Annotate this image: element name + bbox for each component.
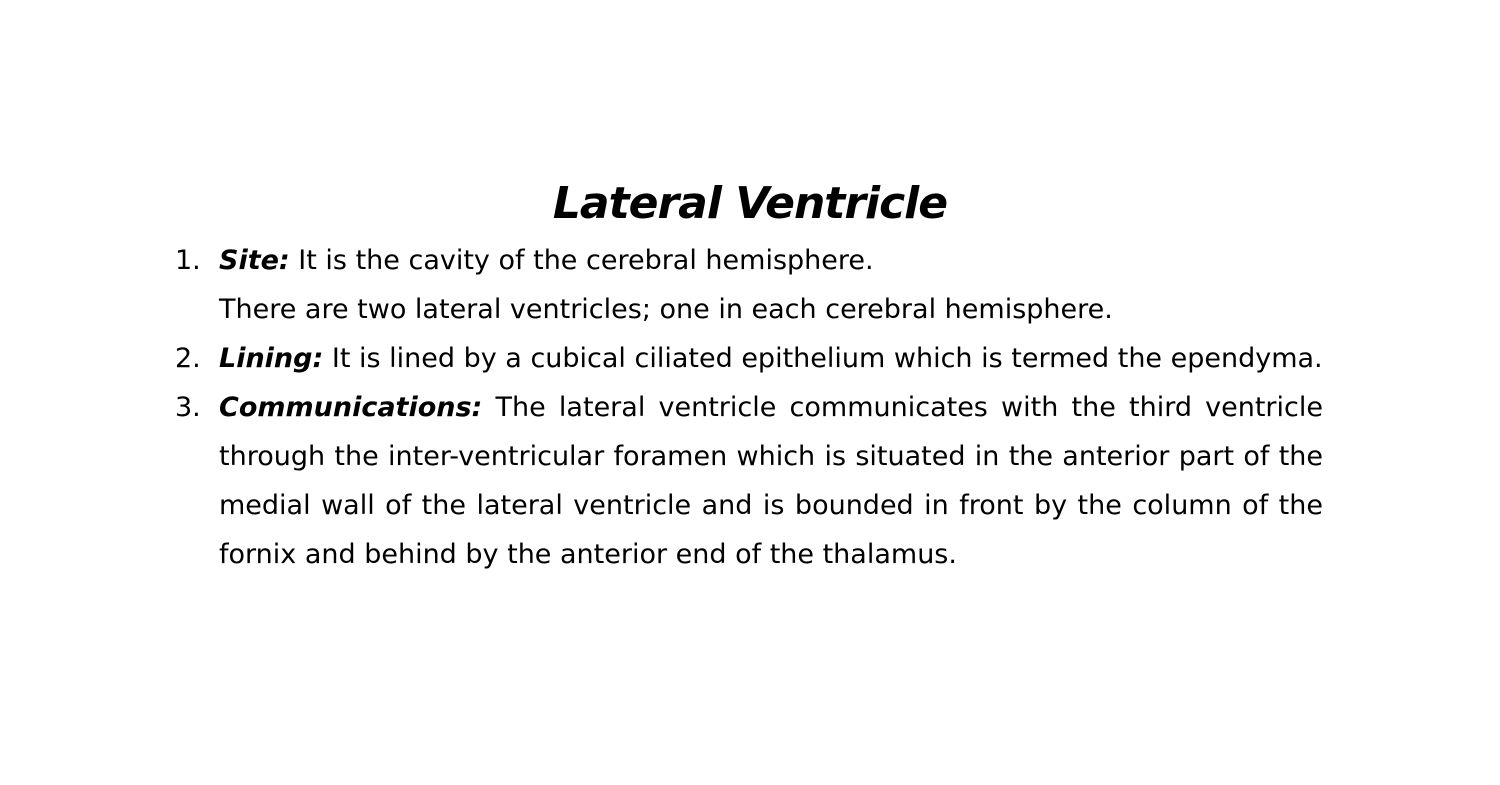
list-item-lining [175,334,1323,383]
page-title: Lateral Ventricle [552,178,948,229]
term-label: Site: [219,245,290,276]
list-number: 1. [175,245,201,276]
list-item-communications [175,383,1323,579]
list-item-text [219,334,1323,383]
list-item-text [219,236,1323,285]
item-body: The lateral ventricle communicates with the third ventricle through the inter-ventricular foramen which is situated in the anterior part of the medial wall of the lateral ventricle and is bounded in front by the column of the fornix and behind by the anterior end of the thalamus. [219,392,1323,570]
term-label: Communications: [219,392,483,423]
item-body: It is the cavity of the cerebral hemisphere. [289,245,874,276]
item-continuation: There are two lateral ventricles; one in each cerebral hemisphere. [219,294,1113,325]
term-label: Lining: [219,343,324,374]
list-number: 2. [175,343,201,374]
list-item-text [219,383,1323,579]
list-number: 3. [175,392,201,423]
numbered-list [175,236,1323,579]
item-body: It is lined by a cubical ciliated epithelium which is termed the ependyma. [323,343,1323,374]
list-item-site [175,236,1323,334]
